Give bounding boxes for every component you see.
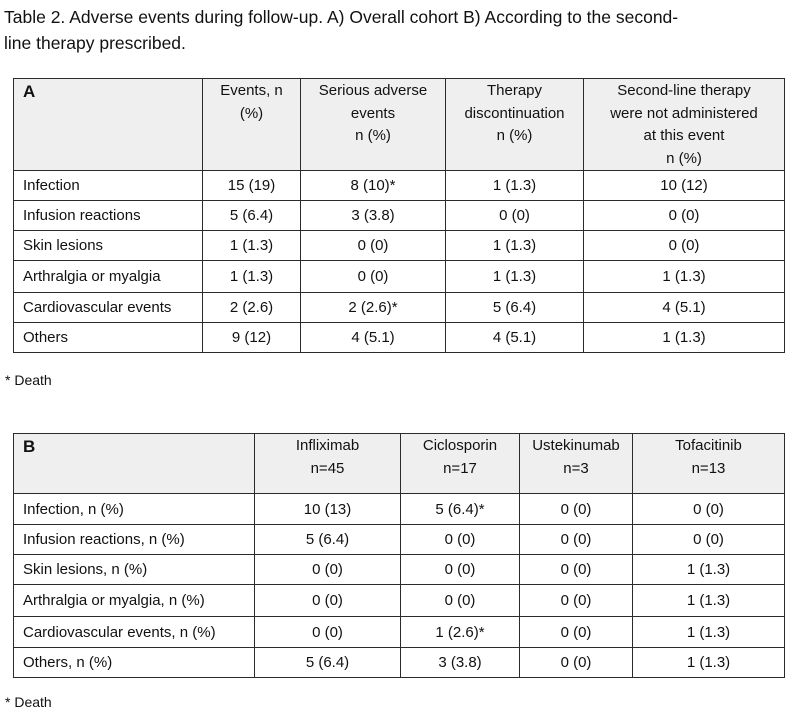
table-cell: 0 (0) xyxy=(584,231,785,261)
footnote-death: * Death xyxy=(5,372,52,388)
row-label: Cardiovascular events xyxy=(14,293,203,323)
table-cell: 9 (12) xyxy=(203,323,301,353)
table-row xyxy=(14,555,785,585)
adverse-events-table-b xyxy=(13,433,785,678)
row-label: Arthralgia or myalgia, n (%) xyxy=(14,585,255,617)
header-line: Ciclosporin xyxy=(422,437,498,454)
header-line: Second-line therapy xyxy=(617,82,751,99)
header-line: Therapy xyxy=(486,82,543,99)
adverse-events-table-a xyxy=(13,78,785,353)
table-cell: 2 (2.6) xyxy=(203,293,301,323)
row-label: Arthralgia or myalgia xyxy=(14,261,203,293)
table-cell: 0 (0) xyxy=(584,201,785,231)
table-cell: 3 (3.8) xyxy=(401,648,520,678)
column-header-tofacitinib xyxy=(633,434,785,494)
table-row xyxy=(14,585,785,617)
table-cell: 5 (6.4) xyxy=(255,648,401,678)
table-cell: 1 (1.3) xyxy=(203,261,301,293)
table-cell: 0 (0) xyxy=(301,231,446,261)
table-row xyxy=(14,293,785,323)
table-cell: 0 (0) xyxy=(520,525,633,555)
column-header-infliximab xyxy=(255,434,401,494)
table-cell: 0 (0) xyxy=(255,617,401,648)
table-cell: 10 (13) xyxy=(255,494,401,525)
table-cell: 0 (0) xyxy=(520,617,633,648)
table-cell: 4 (5.1) xyxy=(301,323,446,353)
header-line: Events, n xyxy=(220,82,283,99)
table-cell: 1 (1.3) xyxy=(584,261,785,293)
column-header-therapy-discontinuation xyxy=(446,79,584,171)
table-cell: 0 (0) xyxy=(401,525,520,555)
row-label: Cardiovascular events, n (%) xyxy=(14,617,255,648)
header-row xyxy=(14,79,785,171)
table-caption xyxy=(4,4,764,56)
table-a-body xyxy=(14,171,785,353)
table-b-header xyxy=(14,434,785,494)
table-cell: 0 (0) xyxy=(520,585,633,617)
table-row xyxy=(14,648,785,678)
table-cell: 15 (19) xyxy=(203,171,301,201)
table-cell: 0 (0) xyxy=(520,648,633,678)
header-line: n (%) xyxy=(666,149,702,167)
table-b-body xyxy=(14,494,785,678)
table-row xyxy=(14,323,785,353)
row-label: Infection xyxy=(14,171,203,201)
column-header-ciclosporin xyxy=(401,434,520,494)
table-cell: 4 (5.1) xyxy=(446,323,584,353)
table-cell: 8 (10)* xyxy=(301,171,446,201)
header-row xyxy=(14,434,785,494)
column-header-second-line-not-administered xyxy=(584,79,785,171)
header-line: n=17 xyxy=(443,459,477,477)
row-label: Others xyxy=(14,323,203,353)
header-line: at this event xyxy=(643,127,725,144)
table-a-label: A xyxy=(14,79,203,171)
header-line: Infliximab xyxy=(295,437,360,454)
table-cell: 4 (5.1) xyxy=(584,293,785,323)
header-line: events xyxy=(350,104,396,122)
header-line: Tofacitinib xyxy=(675,437,742,454)
table-cell: 0 (0) xyxy=(401,585,520,617)
table-row xyxy=(14,231,785,261)
table-row xyxy=(14,201,785,231)
table-cell: 1 (1.3) xyxy=(446,231,584,261)
column-header-events xyxy=(203,79,301,171)
table-cell: 10 (12) xyxy=(584,171,785,201)
table-row xyxy=(14,617,785,648)
header-line: were not administered xyxy=(610,104,758,122)
header-line: (%) xyxy=(239,104,264,122)
row-label: Infusion reactions, n (%) xyxy=(14,525,255,555)
table-cell: 0 (0) xyxy=(446,201,584,231)
table-cell: 0 (0) xyxy=(633,494,785,525)
header-line: n=45 xyxy=(310,459,345,477)
footnote-death: * Death xyxy=(5,694,52,710)
table-cell: 5 (6.4) xyxy=(255,525,401,555)
table-cell: 1 (1.3) xyxy=(446,171,584,201)
table-cell: 1 (1.3) xyxy=(446,261,584,293)
column-header-serious-adverse-events xyxy=(301,79,446,171)
table-cell: 1 (1.3) xyxy=(633,617,785,648)
header-line: n=3 xyxy=(563,459,589,477)
table-cell: 1 (2.6)* xyxy=(401,617,520,648)
table-cell: 1 (1.3) xyxy=(584,323,785,353)
table-cell: 1 (1.3) xyxy=(633,648,785,678)
table-row xyxy=(14,261,785,293)
row-label: Skin lesions xyxy=(14,231,203,261)
table-cell: 0 (0) xyxy=(301,261,446,293)
table-cell: 0 (0) xyxy=(633,525,785,555)
row-label: Infection, n (%) xyxy=(14,494,255,525)
table-cell: 1 (1.3) xyxy=(203,231,301,261)
header-line: Serious adverse xyxy=(318,82,428,99)
row-label: Skin lesions, n (%) xyxy=(14,555,255,585)
table-row xyxy=(14,525,785,555)
table-row xyxy=(14,171,785,201)
table-cell: 0 (0) xyxy=(255,585,401,617)
table-cell: 0 (0) xyxy=(401,555,520,585)
table-cell: 0 (0) xyxy=(255,555,401,585)
table-cell: 0 (0) xyxy=(520,494,633,525)
table-a-header xyxy=(14,79,785,171)
row-label: Infusion reactions xyxy=(14,201,203,231)
table-row xyxy=(14,494,785,525)
table-cell: 3 (3.8) xyxy=(301,201,446,231)
caption-line: line therapy prescribed. xyxy=(4,33,186,53)
caption-line: Table 2. Adverse events during follow-up. A) Overall cohort B) According to the second- xyxy=(4,7,679,27)
header-line: n=13 xyxy=(691,459,726,477)
table-cell: 5 (6.4) xyxy=(203,201,301,231)
table-cell: 5 (6.4) xyxy=(446,293,584,323)
header-line: discontinuation xyxy=(464,104,565,122)
table-cell: 1 (1.3) xyxy=(633,585,785,617)
table-cell: 1 (1.3) xyxy=(633,555,785,585)
table-cell: 5 (6.4)* xyxy=(401,494,520,525)
table-b-label: B xyxy=(14,434,255,494)
column-header-ustekinumab xyxy=(520,434,633,494)
header-line: n (%) xyxy=(355,127,391,144)
header-line: Ustekinumab xyxy=(532,437,620,454)
header-line: n (%) xyxy=(496,127,533,144)
row-label: Others, n (%) xyxy=(14,648,255,678)
table-cell: 2 (2.6)* xyxy=(301,293,446,323)
table-cell: 0 (0) xyxy=(520,555,633,585)
